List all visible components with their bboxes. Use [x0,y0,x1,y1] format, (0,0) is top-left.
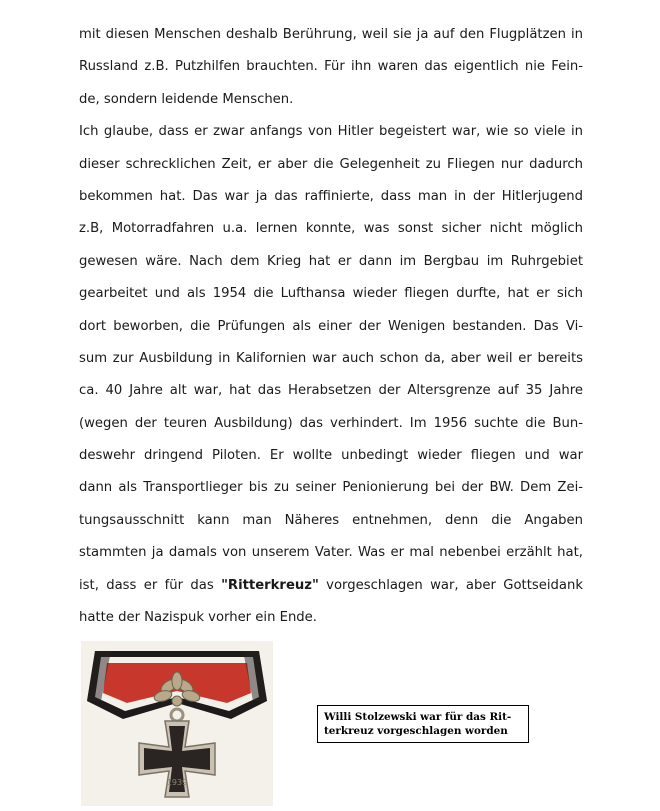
text-line-with-bold [79,574,583,606]
text-line: Ich glaube, dass er zwar anfangs von Hitler begeistert war, wie so viele in [79,124,583,140]
text-line: dort beworben, die Prüfungen als einer der Wenigen bestanden. Das Vi- [79,318,583,334]
text-line: bekommen hat. Das war ja das raffinierte, dass man in der Hitlerjugend [79,188,583,204]
text-line: sum zur Ausbildung in Kalifornien war auch schon da, aber weil er bereits [79,350,583,366]
text-line: gewesen wäre. Nach dem Krieg hat er dann im Bergbau im Ruhrgebiet [79,253,583,269]
text-line: z.B, Motorradfahren u.a. lernen konnte, was sonst sicher nicht möglich [79,221,583,237]
knights-cross-image [81,641,273,806]
text-line: Russland z.B. Putzhilfen brauchten. Für ihn waren das eigentlich nie Fein- [79,59,583,75]
text-line: (wegen der teuren Ausbildung) das verhindert. Im 1956 suchte die Bun- [79,415,583,431]
text-line: ca. 40 Jahre alt war, hat das Herabsetzen der Altersgrenze auf 35 Jahre [79,383,583,399]
text-line: mit diesen Menschen deshalb Berührung, weil sie ja auf den Flugplätzen in [79,27,583,42]
text-line: dieser schrecklichen Zeit, er aber die Gelegenheit zu Fliegen nur dadurch [79,156,583,172]
bold-term: "Ritterkreuz" [221,577,319,593]
text-line: hatte der Nazispuk vorher ein Ende. [79,610,317,626]
image-caption [317,705,529,743]
text-run: vorgeschlagen war, aber Gottseidank [318,577,583,593]
text-line: de, sondern leidende Menschen. [79,91,294,107]
caption-line: terkreuz vorgeschlagen worden [324,725,508,737]
svg-text:1939: 1939 [166,778,188,787]
text-line: gearbeitet und als 1954 die Lufthansa wieder fliegen durfte, hat er sich [79,286,583,302]
body-text [79,23,583,638]
text-run: ist, dass er für das [79,577,222,593]
caption-line: Willi Stolzewski war für das Rit- [324,711,512,723]
text-line: dann als Transportlieger bis zu seiner Penionierung bei der BW. Dem Zei- [79,480,583,496]
text-line: stammten ja damals von unserem Vater. Was er mal nebenbei erzählt hat, [79,545,583,561]
text-line: deswehr dringend Piloten. Er wollte unbedingt wieder fliegen und war [79,448,583,464]
text-line: tungsausschnitt kann man Näheres entnehmen, denn die Angaben [79,512,583,528]
